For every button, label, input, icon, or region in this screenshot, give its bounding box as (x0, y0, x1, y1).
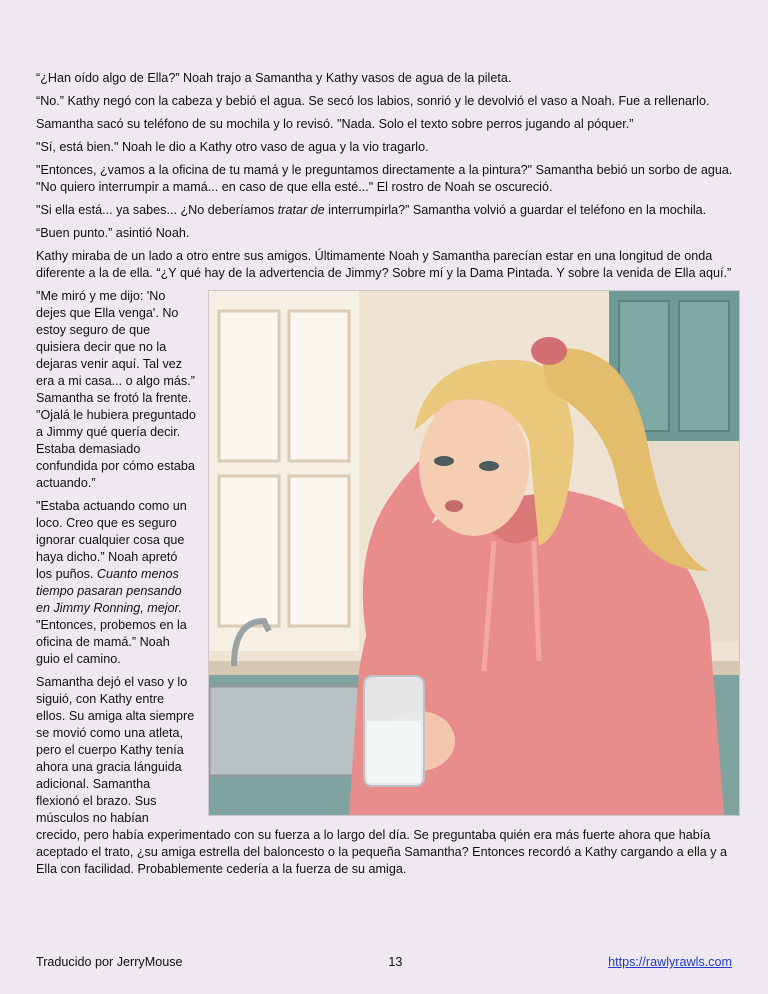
paragraph-7: “Buen punto.” asintió Noah. (36, 226, 190, 240)
illustrated-section (36, 288, 740, 878)
translator-credit: Traducido por JerryMouse (36, 955, 183, 969)
paragraph-3: Samantha sacó su teléfono de su mochila y lo revisó. "Nada. Solo el texto sobre perros jugando al póquer.” (36, 117, 634, 131)
p6-text-b: interrumpirla?” Samantha volvió a guardar el teléfono en la mochila. (324, 203, 707, 217)
website-link[interactable]: https://rawlyrawls.com (608, 955, 732, 969)
paragraph-1: “¿Han oído algo de Ella?” Noah trajo a Samantha y Kathy vasos de agua de la pileta. (36, 71, 512, 85)
p10-text-a: "Estaba actuando como un loco. Creo que es seguro ignorar cualquier cosa que haya dicho.” Noah apretó los puños. (36, 499, 187, 581)
illustration-girl-with-glass (208, 290, 740, 816)
p6-text-a: "Si ella está... ya sabes... ¿No deberíamos (36, 203, 278, 217)
paragraph-6 (36, 202, 740, 219)
paragraph-9: "Me miró y me dijo: 'No dejes que Ella venga'. No estoy seguro de que quisiera decir que no la dejaras venir aquí. Tal vez era a mi casa... o algo más.” Samantha se frotó la frente. "Ojalá le hubiera preguntado a Jimmy qué quería decir. Estaba demasiado confundida por cómo estaba actuando.” (36, 289, 196, 490)
paragraph-8: Kathy miraba de un lado a otro entre sus amigos. Últimamente Noah y Samantha parecían estar en una longitud de onda diferente a la de ella. “¿Y qué hay de la advertencia de Jimmy? Sobre mí y la Dama Pintada. Y sobre la venida de Ella aquí.” (36, 249, 732, 280)
p10-text-b: "Entonces, probemos en la oficina de mamá.” Noah guio el camino. (36, 618, 187, 666)
paragraph-4: "Sí, está bien." Noah le dio a Kathy otro vaso de agua y la vio tragarlo. (36, 140, 429, 154)
story-text (36, 70, 740, 884)
paragraph-11: Samantha dejó el vaso y lo siguió, con Kathy entre ellos. Su amiga alta siempre se movió como una atleta, pero el cuerpo Kathy tenía ahora una gracia lánguida adicional. Samantha flexionó el brazo. Sus músculos no habían crecido, pero había experimentado con su fuerza a lo largo del día. Se preguntaba quién era más fuerte ahora que había aceptado el trato, ¿su amiga estrella del baloncesto o la pequeña Samantha? Entonces recordó a Kathy cargando a ella y a Ella con facilidad. Probablemente cedería a la fuerza de su amiga. (36, 675, 728, 876)
p10-italic: Cuanto menos tiempo pasaran pensando en Jimmy Ronning, mejor. (36, 567, 182, 615)
paragraph-2: “No.” Kathy negó con la cabeza y bebió el agua. Se secó los labios, sonrió y le devolvió el vaso a Noah. Fue a rellenarlo. (36, 94, 710, 108)
p6-italic: tratar de (277, 203, 325, 217)
illustration-svg (209, 291, 739, 815)
page-footer (36, 955, 732, 969)
page-number: 13 (388, 955, 403, 969)
paragraph-5: "Entonces, ¿vamos a la oficina de tu mamá y le preguntamos directamente a la pintura?" Samantha bebió un sorbo de agua. "No quiero interrumpir a mamá... en caso de que ella esté..." El rostro de Noah se oscureció. (36, 163, 733, 194)
